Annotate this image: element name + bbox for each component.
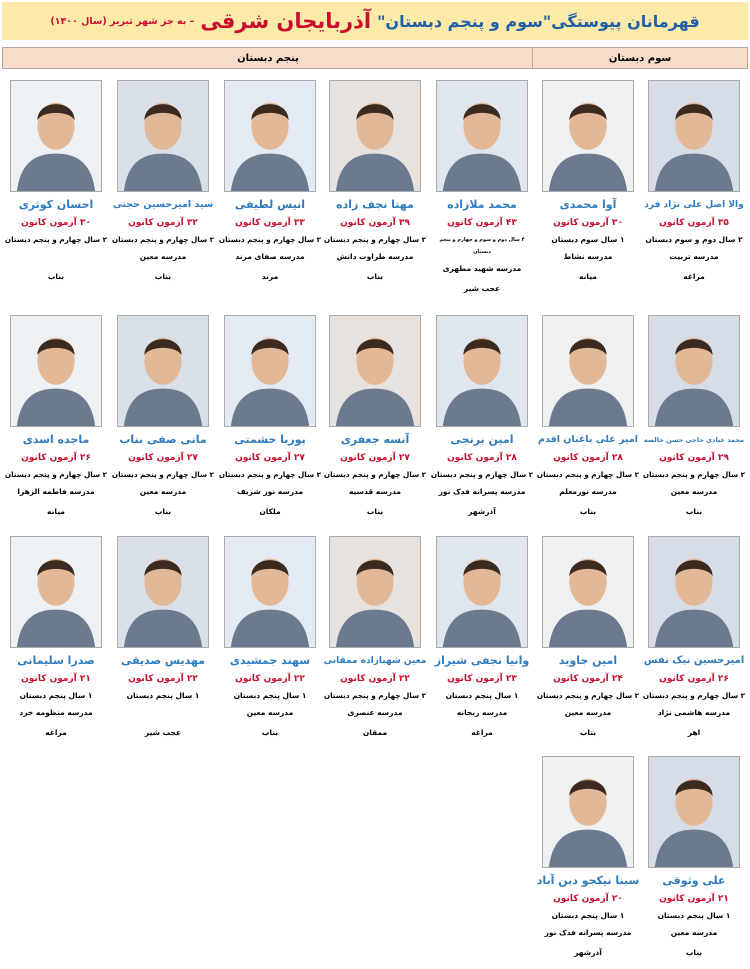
student-card bbox=[536, 536, 640, 739]
student-years: ۴ سال دوم و سوم و چهارم و پنجم دبستان bbox=[439, 237, 525, 255]
student-city: ممقان bbox=[362, 728, 388, 737]
student-card bbox=[111, 80, 215, 283]
student-rank: ۲۸ آزمون کانون bbox=[447, 453, 517, 463]
student-rank: ۲۲ آزمون کانون bbox=[340, 674, 410, 684]
student-school: مدرسه معین bbox=[564, 708, 612, 717]
student-city: آذرشهر bbox=[574, 948, 602, 957]
student-rank: ۳۰ آزمون کانون bbox=[553, 218, 623, 228]
student-school: مدرسه قدسیه bbox=[348, 487, 402, 496]
student-photo bbox=[10, 536, 102, 648]
student-years: ۲ سال چهارم و پنجم دبستان bbox=[323, 691, 427, 700]
student-school: مدرسه فاطمه الزهرا bbox=[17, 487, 95, 496]
student-city: بناب bbox=[366, 507, 384, 516]
student-school: مدرسه ریحانه bbox=[456, 708, 508, 717]
student-name: مهدیس صدیقی bbox=[120, 654, 206, 667]
student-rank: ۲۲ آزمون کانون bbox=[235, 674, 305, 684]
student-rank: ۲۶ آزمون کانون bbox=[21, 453, 91, 463]
student-card bbox=[642, 80, 746, 283]
student-name: پوریا حشمتی bbox=[234, 433, 306, 446]
student-city: بناب bbox=[579, 507, 597, 516]
student-card bbox=[218, 315, 322, 518]
student-city: بناب bbox=[685, 507, 703, 516]
student-photo bbox=[542, 315, 634, 427]
student-name: سهند جمشیدی bbox=[229, 654, 311, 667]
student-photo bbox=[648, 80, 740, 192]
title-bar bbox=[2, 2, 748, 40]
student-school: مدرسه معین bbox=[139, 487, 187, 496]
student-rank: ۲۷ آزمون کانون bbox=[128, 453, 198, 463]
section-header bbox=[2, 47, 748, 69]
student-name: صدرا سلیمانی bbox=[17, 654, 95, 667]
student-rank: ۳۹ آزمون کانون bbox=[340, 218, 410, 228]
student-school: مدرسه منظومه خرد bbox=[19, 708, 93, 717]
page-title: قهرمانان پیوستگی"سوم و پنجم دبستان" bbox=[377, 11, 700, 31]
student-years: ۲ سال چهارم و پنجم دبستان bbox=[111, 470, 215, 479]
student-rank: ۲۲ آزمون کانون bbox=[128, 674, 198, 684]
student-photo bbox=[648, 315, 740, 427]
student-photo bbox=[10, 80, 102, 192]
student-card bbox=[430, 315, 534, 518]
student-years: ۲ سال چهارم و پنجم دبستان bbox=[536, 470, 640, 479]
student-city: بناب bbox=[261, 728, 279, 737]
student-photo bbox=[542, 80, 634, 192]
student-years: ۲ سال چهارم و پنجم دبستان bbox=[642, 691, 746, 700]
student-photo bbox=[436, 80, 528, 192]
student-name: معین شهبازاده ممقانی bbox=[323, 656, 427, 666]
student-card bbox=[323, 315, 427, 518]
student-card bbox=[430, 80, 534, 295]
student-rank: ۲۴ آزمون کانون bbox=[553, 674, 623, 684]
student-card bbox=[642, 315, 746, 518]
student-school: مدرسه صفای مرند bbox=[235, 252, 305, 261]
student-name: احسان کوثری bbox=[18, 198, 94, 211]
student-photo bbox=[648, 756, 740, 868]
student-card bbox=[323, 536, 427, 739]
student-name: آنسه جعفری bbox=[340, 433, 410, 446]
student-city: مراغه bbox=[471, 728, 493, 737]
student-rank: ۳۰ آزمون کانون bbox=[21, 218, 91, 228]
student-years: ۱ سال پنجم دبستان bbox=[445, 691, 519, 700]
student-card bbox=[4, 315, 108, 518]
student-city: بناب bbox=[685, 948, 703, 957]
student-photo bbox=[224, 315, 316, 427]
student-name: آوا محمدی bbox=[559, 198, 617, 211]
student-card bbox=[111, 536, 215, 739]
student-school: مدرسه نور شریف bbox=[236, 487, 304, 496]
student-card bbox=[323, 80, 427, 283]
student-years: ۱ سال پنجم دبستان bbox=[19, 691, 93, 700]
student-city: عجب شیر bbox=[144, 728, 182, 737]
student-rank: ۲۶ آزمون کانون bbox=[659, 674, 729, 684]
student-card bbox=[536, 80, 640, 283]
student-city: عجب شیر bbox=[463, 284, 501, 293]
student-school: مدرسه معین bbox=[670, 487, 718, 496]
student-city: مراغه bbox=[683, 272, 705, 281]
student-name: امین جاوید bbox=[558, 654, 618, 667]
student-school: مدرسه نورمعلم bbox=[559, 487, 617, 496]
student-name: مهتا نجف زاده bbox=[336, 198, 414, 211]
student-years: ۲ سال چهارم و پنجم دبستان bbox=[4, 235, 108, 244]
student-name: وانیا نجفی شیراز bbox=[434, 654, 530, 667]
student-years: ۲ سال چهارم و پنجم دبستان bbox=[111, 235, 215, 244]
student-school: مدرسه معین bbox=[139, 252, 187, 261]
student-card bbox=[536, 315, 640, 518]
student-photo bbox=[10, 315, 102, 427]
student-city: بناب bbox=[366, 272, 384, 281]
student-name: سینا نیکجو دین آباد bbox=[536, 874, 640, 887]
student-card bbox=[218, 536, 322, 739]
student-name: امیر علی باغبان اقدم bbox=[538, 434, 638, 445]
student-school bbox=[111, 707, 215, 719]
student-city: میانه bbox=[47, 507, 65, 516]
student-name: علی وثوقی bbox=[662, 874, 726, 887]
student-years: ۲ سال چهارم و پنجم دبستان bbox=[642, 470, 746, 479]
student-photo bbox=[117, 536, 209, 648]
region-title: آذربایجان شرقی bbox=[200, 9, 372, 33]
section-third-grade: سوم دبستان bbox=[532, 48, 747, 68]
student-years: ۱ سال پنجم دبستان bbox=[657, 911, 731, 920]
student-name: والا اصل علی نژاد فرد bbox=[644, 200, 744, 210]
student-school: مدرسه نشاط bbox=[563, 252, 613, 261]
student-photo bbox=[648, 536, 740, 648]
student-years: ۱ سال سوم دبستان bbox=[551, 235, 625, 244]
student-rank: ۳۳ آزمون کانون bbox=[235, 218, 305, 228]
student-name: مانی صفی بناب bbox=[119, 433, 207, 446]
student-name: انیس لطیفی bbox=[234, 198, 306, 211]
student-years: ۲ سال دوم و سوم دبستان bbox=[645, 235, 743, 244]
student-city: آذرشهر bbox=[468, 507, 496, 516]
section-fifth-grade: پنجم دبستان bbox=[237, 52, 299, 64]
student-years: ۲ سال چهارم و پنجم دبستان bbox=[4, 470, 108, 479]
student-school: مدرسه پسرانه فدک نور bbox=[438, 487, 526, 496]
student-name: امیرحسین نیک نفس bbox=[643, 655, 745, 666]
student-photo bbox=[329, 315, 421, 427]
student-name: امین برنجی bbox=[450, 433, 514, 446]
student-city: بناب bbox=[154, 507, 172, 516]
student-school: مدرسه هاشمی نژاد bbox=[657, 708, 731, 717]
student-rank: ۲۳ آزمون کانون bbox=[447, 674, 517, 684]
student-photo bbox=[436, 315, 528, 427]
student-rank: ۲۹ آزمون کانون bbox=[659, 453, 729, 463]
student-card bbox=[642, 756, 746, 959]
student-name: محمد عبادی حاجی حسن خالصه bbox=[643, 436, 745, 444]
student-card bbox=[430, 536, 534, 739]
student-name: ماجده اسدی bbox=[22, 433, 90, 446]
student-city: اهر bbox=[687, 728, 701, 737]
student-card bbox=[111, 315, 215, 518]
student-school: مدرسه طراوت دانش bbox=[336, 252, 414, 261]
student-photo bbox=[436, 536, 528, 648]
student-photo bbox=[224, 80, 316, 192]
student-years: ۲ سال چهارم و پنجم دبستان bbox=[323, 470, 427, 479]
student-name: محمد ملازاده bbox=[447, 198, 517, 211]
student-years: ۲ سال چهارم و پنجم دبستان bbox=[218, 235, 322, 244]
student-city: بناب bbox=[154, 272, 172, 281]
student-years: ۱ سال پنجم دبستان bbox=[233, 691, 307, 700]
student-card bbox=[4, 536, 108, 739]
student-city: بناب bbox=[47, 272, 65, 281]
student-photo bbox=[117, 315, 209, 427]
student-years: ۱ سال پنجم دبستان bbox=[126, 691, 200, 700]
student-photo bbox=[542, 536, 634, 648]
student-photo bbox=[542, 756, 634, 868]
student-photo bbox=[329, 536, 421, 648]
student-school: مدرسه عنصری bbox=[347, 708, 403, 717]
student-school: مدرسه معین bbox=[246, 708, 294, 717]
student-photo bbox=[224, 536, 316, 648]
student-name: سید امیرحسین حجتی bbox=[112, 199, 214, 210]
student-years: ۲ سال چهارم و پنجم دبستان bbox=[218, 470, 322, 479]
title-note: – به جز شهر تبریز (سال ۱۴۰۰) bbox=[50, 15, 195, 27]
student-rank: ۲۸ آزمون کانون bbox=[553, 453, 623, 463]
student-years: ۱ سال پنجم دبستان bbox=[551, 911, 625, 920]
student-rank: ۴۳ آزمون کانون bbox=[447, 218, 517, 228]
student-school: مدرسه شهید مطهری bbox=[442, 264, 522, 273]
student-rank: ۲۱ آزمون کانون bbox=[659, 894, 729, 904]
student-city: بناب bbox=[579, 728, 597, 737]
student-card bbox=[536, 756, 640, 959]
student-city: مرند bbox=[261, 272, 279, 281]
student-rank: ۲۷ آزمون کانون bbox=[340, 453, 410, 463]
student-school: مدرسه تربیت bbox=[669, 252, 719, 261]
student-city: ملکان bbox=[259, 507, 281, 516]
student-years: ۲ سال چهارم و پنجم دبستان bbox=[536, 691, 640, 700]
student-city: میانه bbox=[579, 272, 597, 281]
student-school: مدرسه پسرانه فدک نور bbox=[544, 928, 632, 937]
student-school bbox=[4, 251, 108, 263]
student-photo bbox=[329, 80, 421, 192]
student-rank: ۳۲ آزمون کانون bbox=[128, 218, 198, 228]
student-rank: ۳۵ آزمون کانون bbox=[659, 218, 729, 228]
student-years: ۲ سال چهارم و پنجم دبستان bbox=[323, 235, 427, 244]
student-photo bbox=[117, 80, 209, 192]
student-rank: ۲۰ آزمون کانون bbox=[553, 894, 623, 904]
student-card bbox=[218, 80, 322, 283]
student-city: مراغه bbox=[45, 728, 67, 737]
student-rank: ۲۱ آزمون کانون bbox=[21, 674, 91, 684]
student-rank: ۲۷ آزمون کانون bbox=[235, 453, 305, 463]
student-years: ۲ سال چهارم و پنجم دبستان bbox=[430, 470, 534, 479]
student-card bbox=[4, 80, 108, 283]
student-card bbox=[642, 536, 746, 739]
student-school: مدرسه معین bbox=[670, 928, 718, 937]
